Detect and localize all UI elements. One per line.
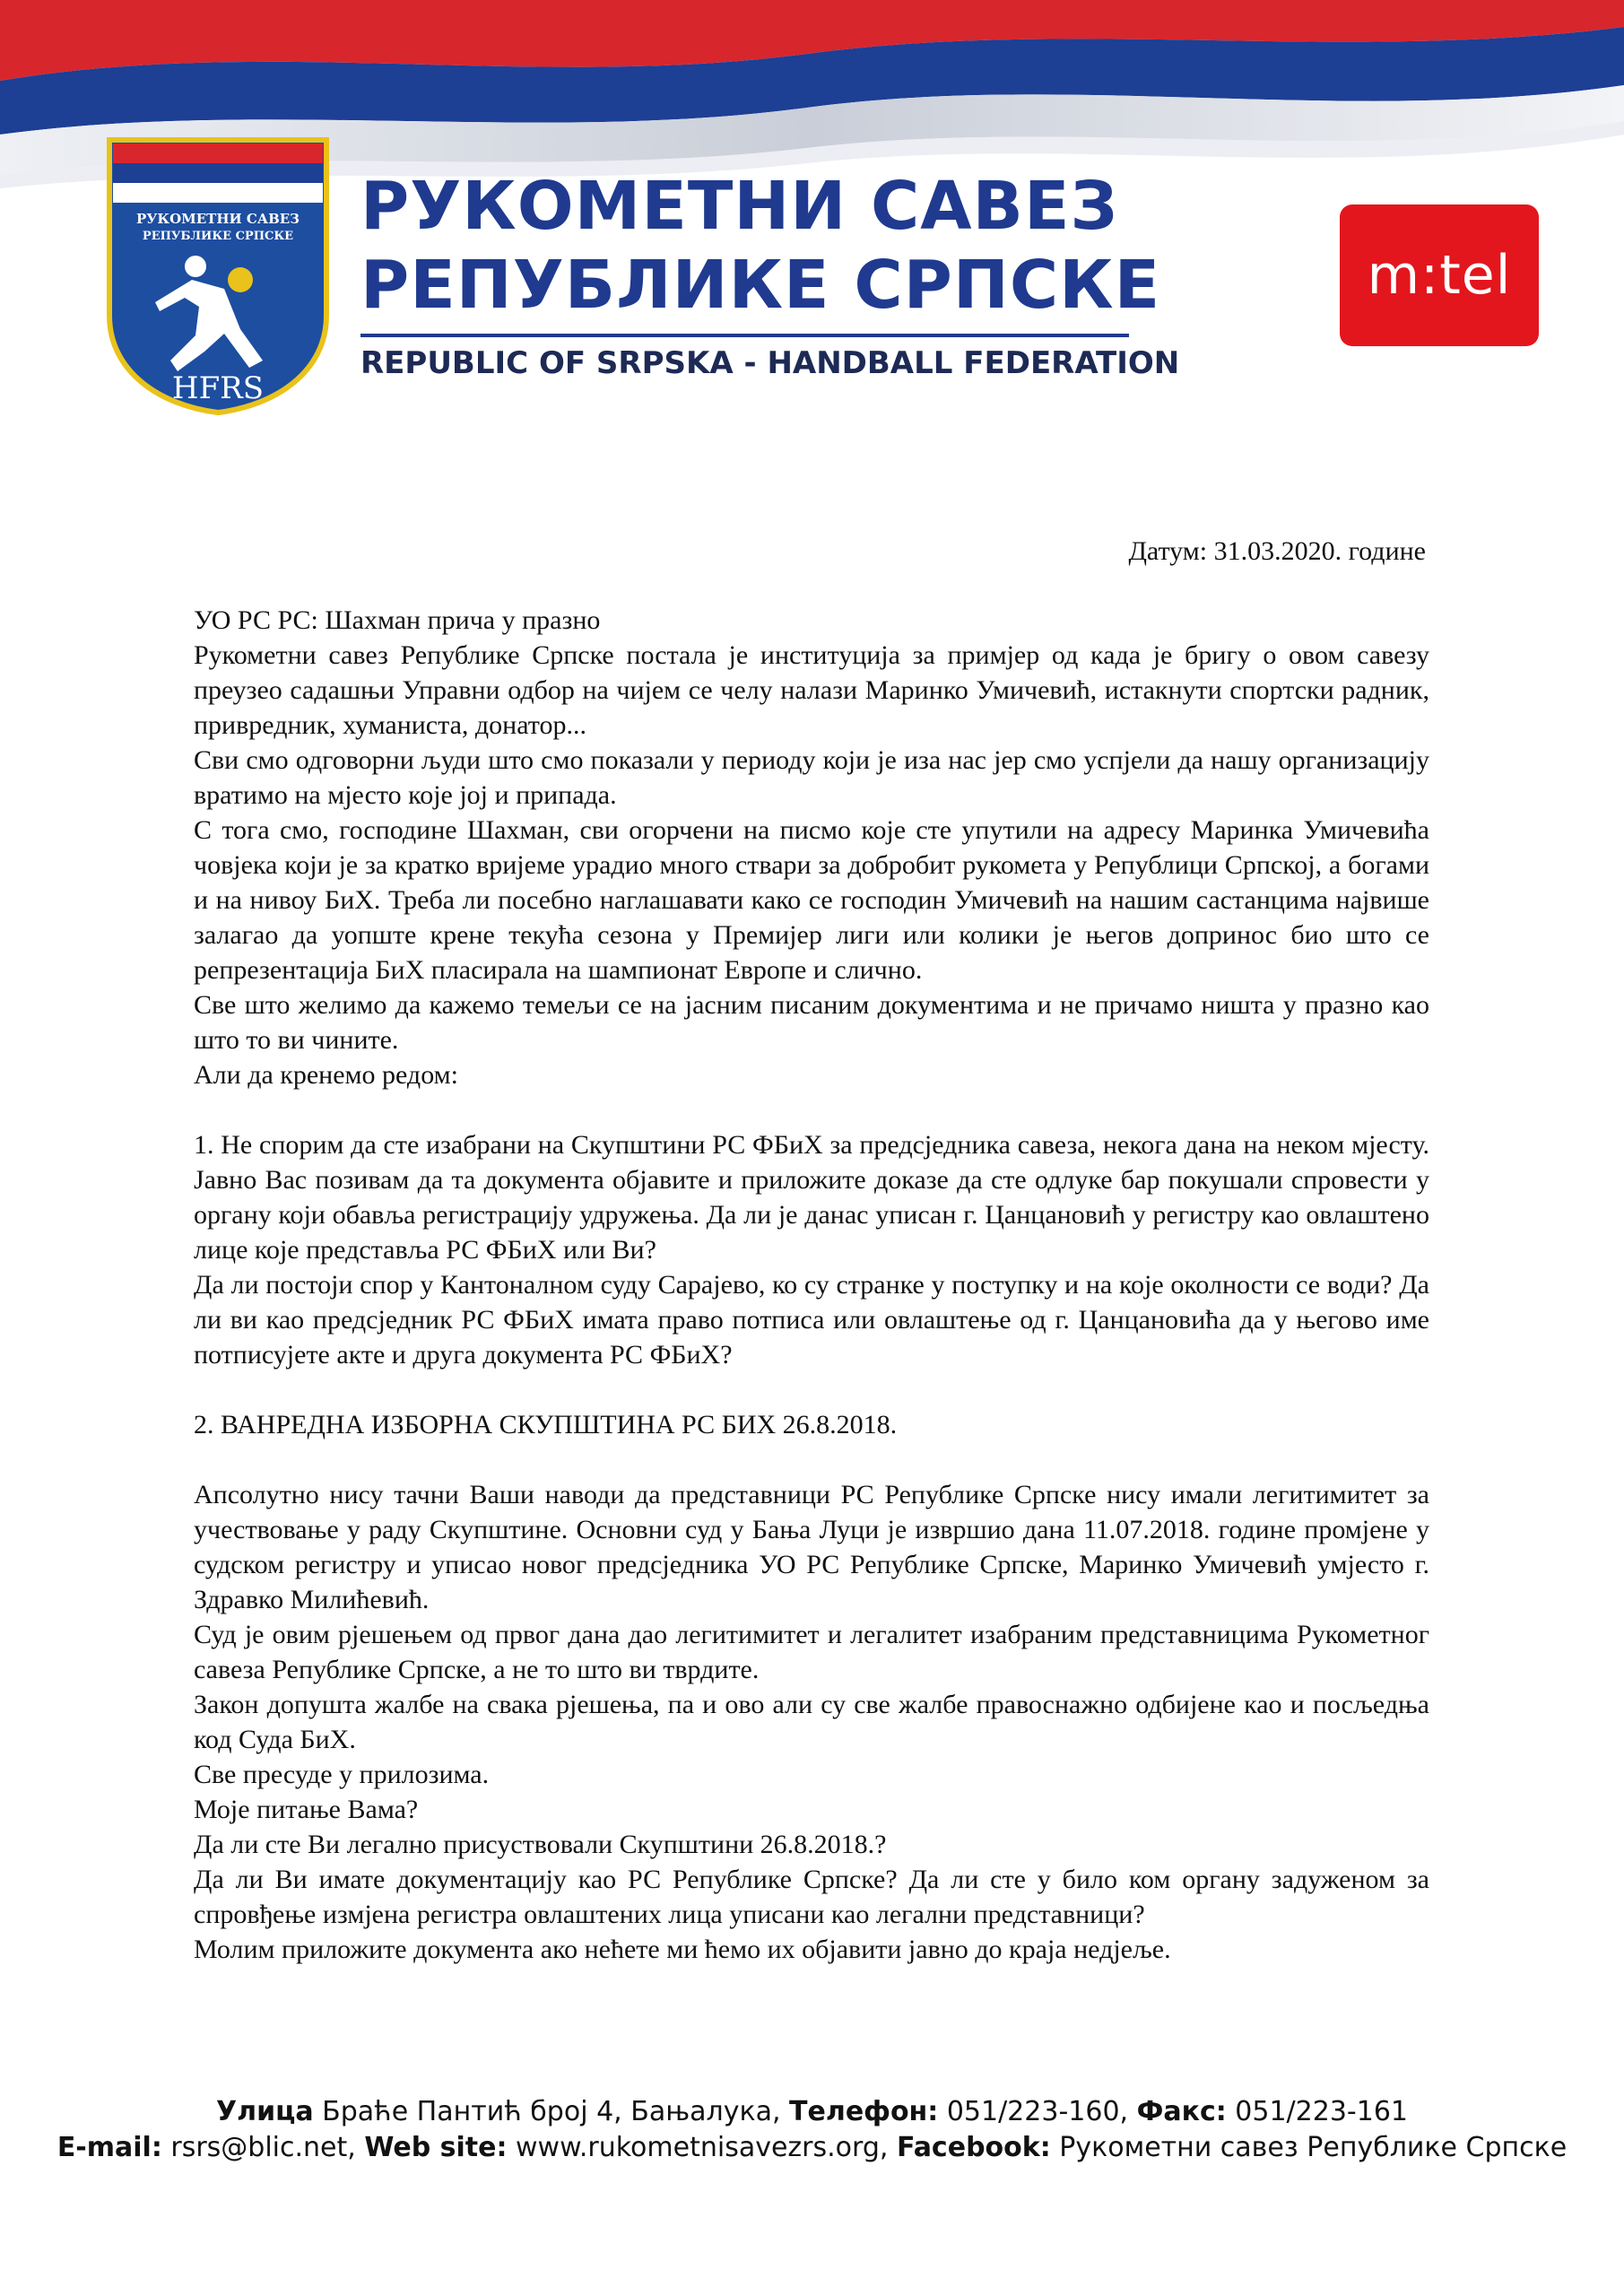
paragraph-10: Суд је овим рјешењем од првог дана дао легитимитет и легалитет изабраним представницима Рукометног савеза Републике Српске, а не то што ви тврдите. bbox=[194, 1620, 1429, 1684]
email-label: E-mail: bbox=[56, 2132, 162, 2163]
title-divider bbox=[360, 334, 1129, 337]
svg-text:РУКОМЕТНИ САВЕЗ: РУКОМЕТНИ САВЕЗ bbox=[135, 211, 300, 227]
federation-title bbox=[360, 167, 1180, 382]
street-value: Браће Пантић број 4, Бањалука, bbox=[313, 2096, 790, 2127]
email-value[interactable]: rsrs@blic.net, bbox=[161, 2132, 365, 2163]
paragraph-11: Закон допушта жалбе на свака рјешења, па и ово али су све жалбе правоснажно одбијене као и посљедња код Суда БиХ. bbox=[194, 1690, 1429, 1754]
mtel-sponsor-logo: m:tel bbox=[1340, 204, 1539, 346]
svg-text:РЕПУБЛИКЕ СРПСКЕ: РЕПУБЛИКЕ СРПСКЕ bbox=[142, 230, 294, 243]
svg-text:HFRS: HFRS bbox=[171, 370, 265, 406]
phone-label: Телефон: bbox=[789, 2096, 939, 2127]
paragraph-13: Моје питање Вама? bbox=[194, 1795, 419, 1824]
heading-point-2: 2. ВАНРЕДНА ИЗБОРНА СКУПШТИНА РС БИХ 26.8.2018. bbox=[194, 1410, 898, 1439]
footer-address-line bbox=[0, 2094, 1624, 2130]
date-line: Датум: 31.03.2020. године bbox=[1128, 536, 1426, 566]
federation-title-line2: РЕПУБЛИКЕ СРПСКЕ bbox=[360, 247, 1161, 324]
paragraph-4: Све што желимо да кажемо темељи се на јасним писаним документима и не причамо ништа у празно као што то ви чините. bbox=[194, 990, 1429, 1055]
paragraph-14: Да ли сте Ви легално присуствовали Скупштини 26.8.2018.? bbox=[194, 1830, 887, 1859]
paragraph-9: Апсолутно нису тачни Ваши наводи да представници РС Републике Српске нису имали легитимитет за учествовање у раду Скупштине. Основни суд у Бања Луци је извршио дана 11.07.2018. године промјене у судском регистру и уписао новог предсједника УО РС Републике Српске, Маринко Умичевић умјесто г. Здравко Милићевић. bbox=[194, 1480, 1429, 1614]
spacer bbox=[194, 1092, 1429, 1127]
federation-title-english: REPUBLIC OF SRPSKA - HANDBALL FEDERATION bbox=[360, 345, 1180, 381]
spacer bbox=[194, 1442, 1429, 1477]
paragraph-5: Али да кренемо редом: bbox=[194, 1060, 458, 1090]
paragraph-16: Молим приложите документа ако нећете ми ћемо их објавити јавно до краја недјеље. bbox=[194, 1935, 1171, 1964]
facebook-label: Facebook: bbox=[896, 2132, 1051, 2163]
paragraph-1: Рукометни савез Републике Српске постала је институција за примјер од када је бригу о овом савезу преузео садашњи Управни одбор на чијем се челу налази Маринко Умичевић, истакнути спортски радник, привредник, хуманиста, донатор... bbox=[194, 640, 1429, 740]
paragraph-12: Све пресуде у прилозима. bbox=[194, 1760, 490, 1789]
web-value[interactable]: www.rukometnisavezrs.org, bbox=[507, 2132, 897, 2163]
facebook-value: Рукометни савез Републике Српске bbox=[1050, 2132, 1568, 2163]
paragraph-3: С тога смо, господине Шахман, сви огорчени на писмо које сте упутили на адресу Маринка Умичевића човјека који је за кратко вријеме урадио много ствари за добробит рукомета у Републици Српској, а богами и на нивоу БиХ. Треба ли посебно наглашавати како се господин Умичевић на нашим састанцима највише залагао да уопште крене текућа сезона у Премијер лиги или колики је његов допринос био што се репрезентација БиХ пласирала на шампионат Европе и слично. bbox=[194, 815, 1429, 985]
fax-label: Факс: bbox=[1136, 2096, 1227, 2127]
phone-value: 051/223-160, bbox=[938, 2096, 1137, 2127]
letter-body bbox=[194, 603, 1429, 1967]
paragraph-2: Сви смо одговорни људи што смо показали у периоду који је иза нас јер смо успјели да нашу организацију вратимо на мјесто које јој и припада. bbox=[194, 745, 1429, 810]
footer-contact-line bbox=[0, 2130, 1624, 2166]
fax-value: 051/223-161 bbox=[1226, 2096, 1409, 2127]
paragraph-7: Да ли постоји спор у Кантоналном суду Сарајево, ко су странке у поступку и на које околности се води? Да ли ви као предсједник РС ФБиХ имата право потписа или овлаштење од г. Цанцановића да у његово име потписујете акте и друга документа РС ФБиХ? bbox=[194, 1270, 1429, 1370]
paragraph-15: Да ли Ви имате документацију као РС Републике Српске? Да ли сте у било ком органу задуженом за спровђење измјена регистра овлаштених лица уписани као легални представници? bbox=[194, 1865, 1429, 1929]
federation-title-line1: РУКОМЕТНИ САВЕЗ bbox=[360, 168, 1119, 245]
web-label: Web site: bbox=[364, 2132, 508, 2163]
street-label: Улица bbox=[215, 2096, 314, 2127]
paragraph-point-1: 1. Не спорим да сте изабрани на Скупштини РС ФБиХ за предсједника савеза, некога дана на неком мјесту. Јавно Вас позивам да та документа објавите и приложите доказе да сте одлуке бар покушали спровести у органу који обавља регистрацију удружења. Да ли је данас уписан г. Цанцановић у регистру као овлаштено лице које представља РС ФБиХ или Ви? bbox=[194, 1130, 1429, 1265]
subject-line: УО РС РС: Шахман прича у празно bbox=[194, 605, 601, 635]
spacer bbox=[194, 1372, 1429, 1407]
hfrs-crest-logo bbox=[106, 136, 330, 416]
letter-footer bbox=[0, 2094, 1624, 2166]
